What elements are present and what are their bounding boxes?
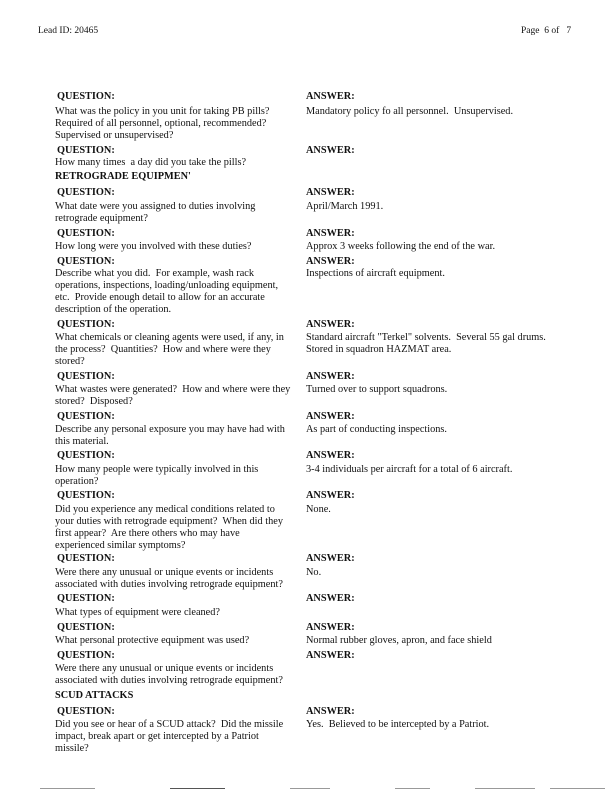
question-label: QUESTION:: [57, 650, 115, 661]
question-text: How long were you involved with these duties?: [55, 241, 252, 252]
question-label: QUESTION:: [57, 593, 115, 604]
answer-label: ANSWER:: [306, 319, 355, 330]
question-label: QUESTION:: [57, 553, 115, 564]
answer-label: ANSWER:: [306, 650, 355, 661]
footer-rule: [395, 788, 430, 789]
answer-label: ANSWER:: [306, 228, 355, 239]
question-text: How many people were typically involved in this operation?: [55, 464, 259, 487]
answer-label: ANSWER:: [306, 145, 355, 156]
answer-text: Mandatory policy fo all personnel. Unsupervised.: [306, 106, 514, 117]
answer-text: 3-4 individuals per aircraft for a total of 6 aircraft.: [306, 464, 513, 475]
answer-label: ANSWER:: [306, 553, 355, 564]
question-text: What personal protective equipment was used?: [55, 635, 250, 646]
answer-text: Normal rubber gloves, apron, and face shield: [306, 635, 492, 646]
question-text: Were there any unusual or unique events or incidents associated with duties involving retrograde equipment?: [55, 567, 283, 590]
answer-label: ANSWER:: [306, 622, 355, 633]
footer-rule: [550, 788, 605, 789]
answer-text: Inspections of aircraft equipment.: [306, 268, 445, 279]
question-text: What was the policy in you unit for taking PB pills? Required of all personnel, optional, recommended? Supervised or unsupervised?: [55, 106, 270, 141]
answer-label: ANSWER:: [306, 490, 355, 501]
question-text: What chemicals or cleaning agents were used, if any, in the process? Quantities? How and where were they stored?: [55, 332, 284, 367]
footer-rule: [475, 788, 535, 789]
answer-text: As part of conducting inspections.: [306, 424, 447, 435]
footer-rule: [40, 788, 95, 789]
answer-label: ANSWER:: [306, 187, 355, 198]
answer-label: ANSWER:: [306, 91, 355, 102]
question-label: QUESTION:: [57, 187, 115, 198]
question-text: What date were you assigned to duties involving retrograde equipment?: [55, 201, 256, 224]
answer-text: Turned over to support squadrons.: [306, 384, 448, 395]
answer-label: ANSWER:: [306, 450, 355, 461]
question-label: QUESTION:: [57, 411, 115, 422]
question-label: QUESTION:: [57, 319, 115, 330]
section-heading-scud: SCUD ATTACKS: [55, 690, 134, 701]
lead-id: Lead ID: 20465: [38, 26, 99, 36]
question-text: What wastes were generated? How and where were they stored? Disposed?: [55, 384, 291, 407]
section-heading-retrograde: RETROGRADE EQUIPMEN': [55, 171, 191, 182]
answer-label: ANSWER:: [306, 256, 355, 267]
answer-text: No.: [306, 567, 322, 578]
answer-text: Approx 3 weeks following the end of the war.: [306, 241, 496, 252]
page-number: Page 6 of 7: [521, 26, 572, 36]
answer-label: ANSWER:: [306, 371, 355, 382]
answer-text: Standard aircraft "Terkel" solvents. Several 55 gal drums. Stored in squadron HAZMAT area.: [306, 332, 546, 355]
question-label: QUESTION:: [57, 706, 115, 717]
question-label: QUESTION:: [57, 371, 115, 382]
answer-text: April/March 1991.: [306, 201, 384, 212]
question-text: Describe what you did. For example, wash rack operations, inspections, loading/unloading equipment, etc. Provide enough detail to allow for an accurate description of the operation.: [55, 268, 279, 315]
question-label: QUESTION:: [57, 228, 115, 239]
answer-label: ANSWER:: [306, 706, 355, 717]
question-label: QUESTION:: [57, 622, 115, 633]
footer-rule: [290, 788, 330, 789]
question-label: QUESTION:: [57, 450, 115, 461]
question-text: Did you experience any medical conditions related to your duties with retrograde equipment? When did they first appear? Are there others who may have experienced similar symptoms?: [55, 504, 283, 551]
question-label: QUESTION:: [57, 256, 115, 267]
answer-label: ANSWER:: [306, 411, 355, 422]
question-text: Did you see or hear of a SCUD attack? Did the missile impact, break apart or get intercepted by a Patriot missile?: [55, 719, 284, 754]
footer-rule: [170, 788, 225, 789]
question-text: How many times a day did you take the pills?: [55, 157, 247, 168]
answer-text: None.: [306, 504, 331, 515]
question-label: QUESTION:: [57, 91, 115, 102]
question-text: What types of equipment were cleaned?: [55, 607, 220, 618]
answer-label: ANSWER:: [306, 593, 355, 604]
question-label: QUESTION:: [57, 145, 115, 156]
answer-text: Yes. Believed to be intercepted by a Patriot.: [306, 719, 490, 730]
question-label: QUESTION:: [57, 490, 115, 501]
question-text: Were there any unusual or unique events or incidents associated with duties involving retrograde equipment?: [55, 663, 283, 686]
question-text: Describe any personal exposure you may have had with this material.: [55, 424, 285, 447]
